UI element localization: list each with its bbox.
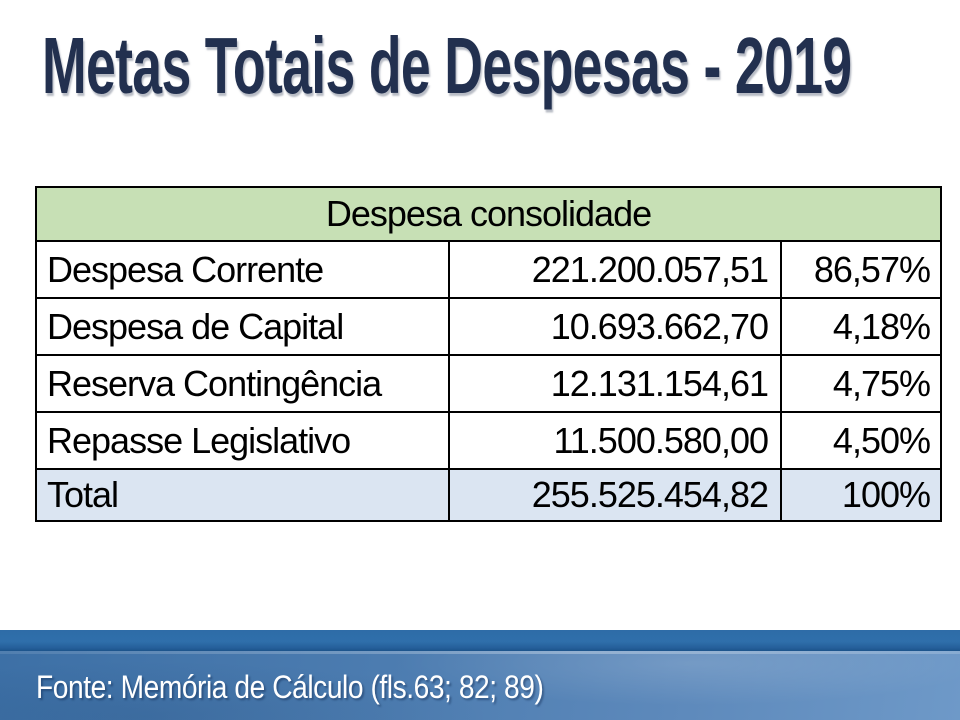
slide-title: Metas Totais de Despesas - 2019: [42, 21, 852, 110]
bottom-band: [0, 630, 960, 720]
table-row: [36, 355, 941, 412]
row-label: Despesa de Capital: [36, 298, 449, 355]
table-title: Despesa consolidade: [36, 187, 941, 241]
source-note: Fonte: Memória de Cálculo (fls.63; 82; 89): [36, 669, 544, 705]
band-dark-strip: [0, 630, 960, 651]
row-percent: 4,75%: [781, 355, 941, 412]
row-amount: 11.500.580,00: [449, 412, 781, 469]
row-label: Repasse Legislativo: [36, 412, 449, 469]
table-header-row: [36, 187, 941, 241]
row-label: Despesa Corrente: [36, 241, 449, 298]
row-amount: 10.693.662,70: [449, 298, 781, 355]
table-row: [36, 298, 941, 355]
row-label: Reserva Contingência: [36, 355, 449, 412]
row-amount: 221.200.057,51: [449, 241, 781, 298]
table-total-row: [36, 469, 941, 521]
band-light-area: [0, 651, 960, 720]
row-percent: 4,50%: [781, 412, 941, 469]
total-label: Total: [36, 469, 449, 521]
row-percent: 86,57%: [781, 241, 941, 298]
row-percent: 4,18%: [781, 298, 941, 355]
table-row: [36, 412, 941, 469]
expenses-table: [35, 186, 942, 522]
table-row: [36, 241, 941, 298]
total-amount: 255.525.454,82: [449, 469, 781, 521]
total-percent: 100%: [781, 469, 941, 521]
row-amount: 12.131.154,61: [449, 355, 781, 412]
